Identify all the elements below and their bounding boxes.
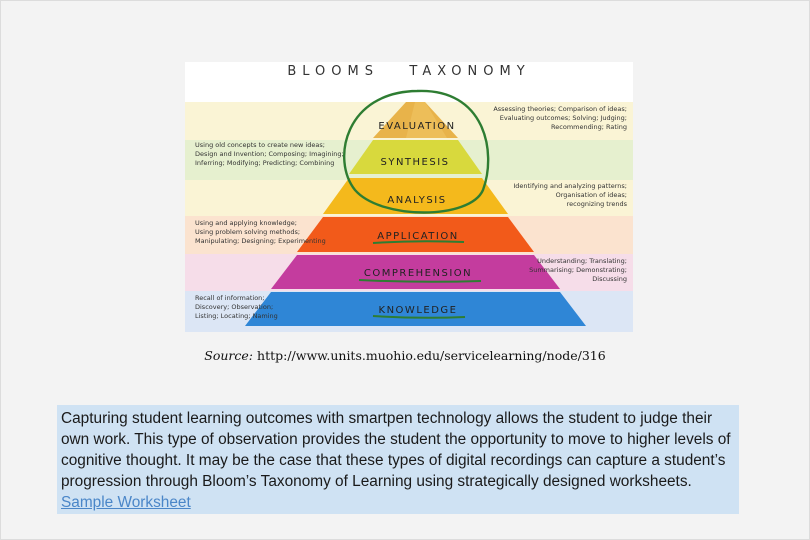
caption-box (57, 405, 739, 514)
note-synthesis: Using old concepts to create new ideas; Design and Invention; Composing; Imagining; Inferring; Modifying; Predicting; Combining (195, 141, 344, 167)
caption-text: Capturing student learning outcomes with smartpen technology allows the student to judge their own work. This type of observation provides the student the opportunity to move to higher levels of cognitive thought. It may be the case that these types of digital recordings can capture a student’s progression through Bloom’s Taxonomy of Learning using strategically designed worksheets. (61, 410, 731, 490)
sample-worksheet-link[interactable]: Sample Worksheet (61, 494, 191, 511)
level-label-analysis: ANALYSIS (387, 195, 447, 206)
level-label-evaluation: EVALUATION (378, 121, 456, 132)
note-application: Using and applying knowledge; Using problem solving methods; Manipulating; Designing; Experimenting (195, 219, 326, 245)
source-url: http://www.units.muohio.edu/servicelearning/node/316 (257, 348, 606, 363)
figure-title: BLOOMS TAXONOMY (287, 64, 531, 79)
note-evaluation: Assessing theories; Comparison of ideas; Evaluating outcomes; Solving; Judging; Recommending; Rating (493, 105, 627, 131)
note-comprehension: Understanding; Translating; Summarising; Demonstrating; Discussing (529, 257, 627, 283)
level-label-synthesis: SYNTHESIS (380, 157, 450, 168)
source-label: Source: (204, 348, 254, 363)
level-label-comprehension: COMPREHENSION (363, 268, 473, 279)
level-label-application: APPLICATION (377, 231, 459, 242)
note-analysis: Identifying and analyzing patterns; Organisation of ideas; recognizing trends (513, 182, 627, 208)
level-label-knowledge: KNOWLEDGE (378, 305, 458, 316)
source-citation (0, 348, 810, 363)
note-knowledge: Recall of information; Discovery; Observation; Listing; Locating; Naming (195, 294, 278, 320)
blooms-taxonomy-figure (185, 62, 633, 332)
